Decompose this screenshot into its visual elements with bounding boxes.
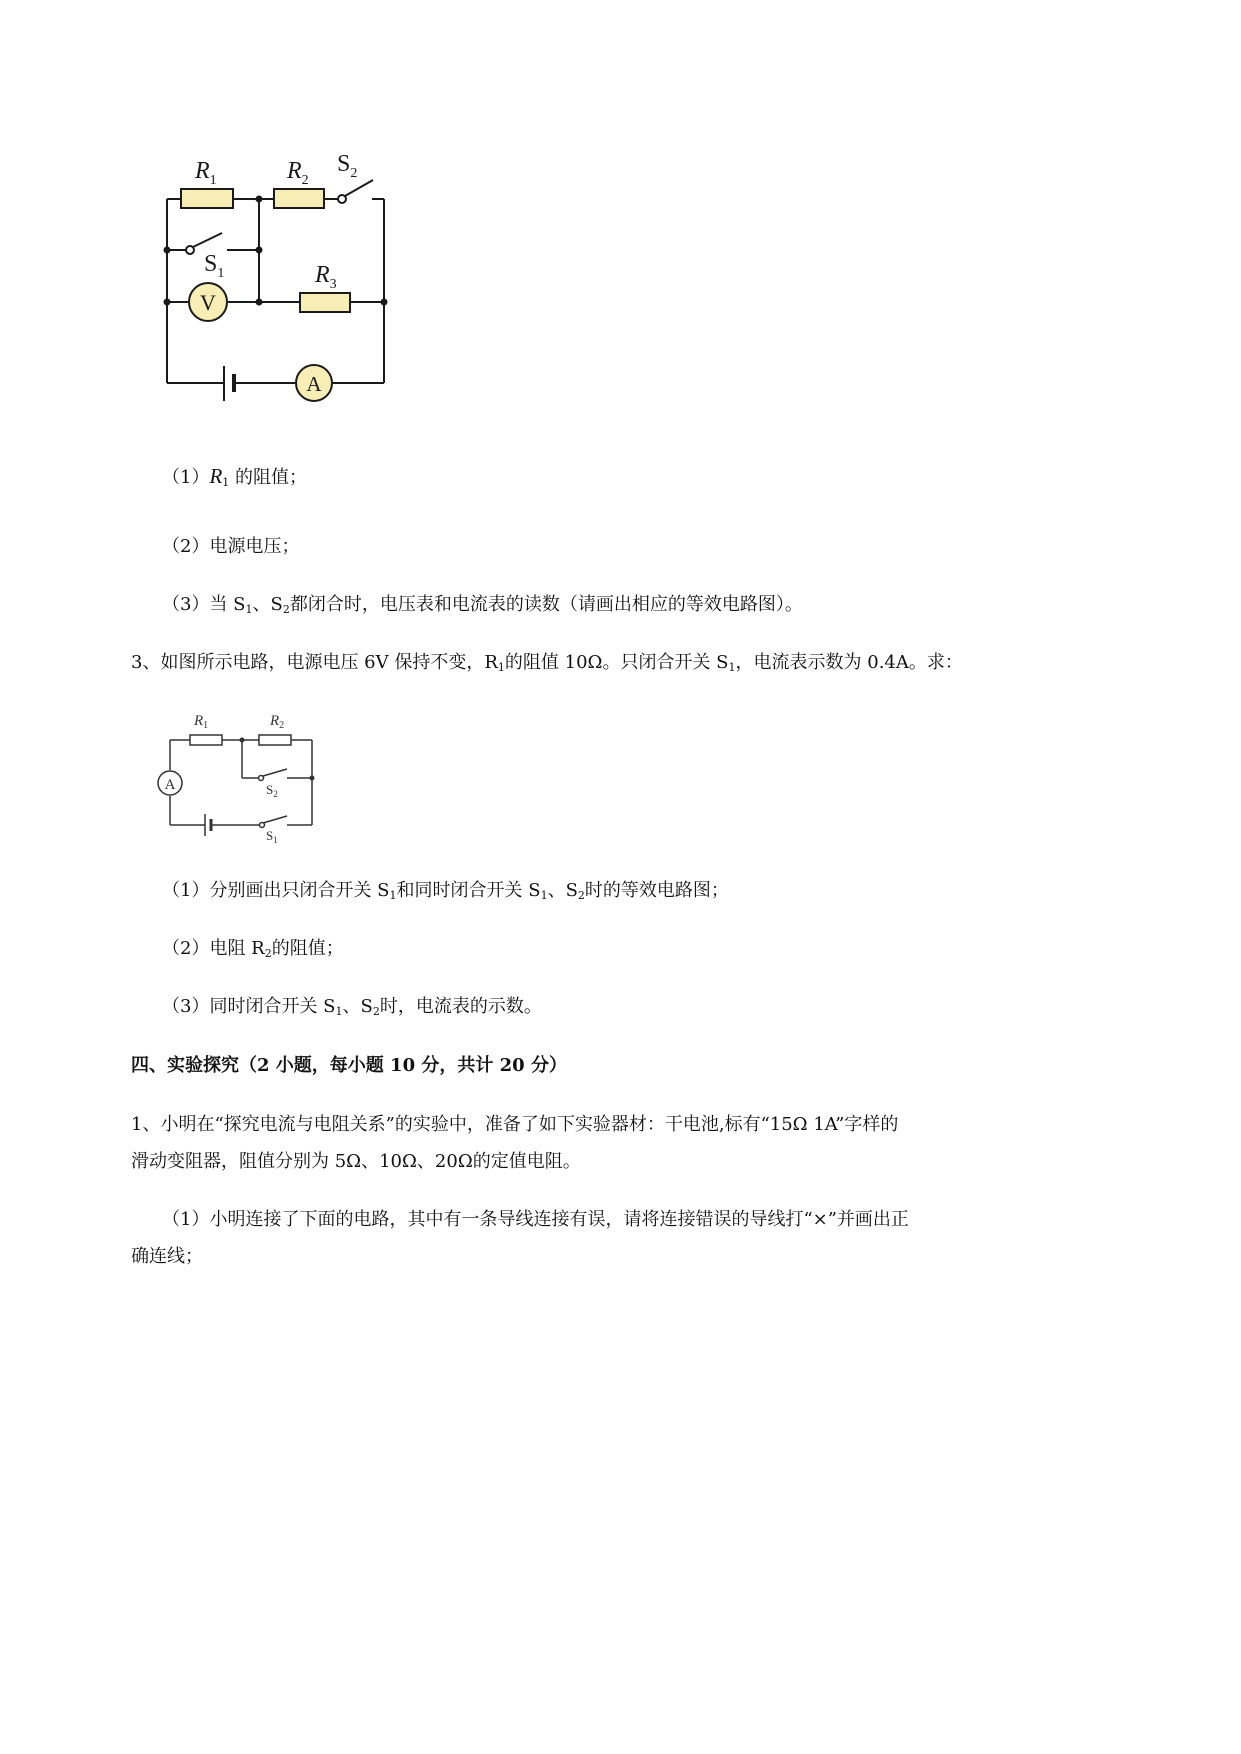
q3-sub2: （2）电阻 $R_2$的阻值； bbox=[162, 938, 344, 960]
q3-r1-resistor bbox=[190, 735, 222, 745]
q3-r1-label: $R_1$ bbox=[194, 713, 209, 731]
q3-s2-label: $S_2$ bbox=[266, 782, 278, 799]
r2-label: $R_2$ bbox=[287, 158, 309, 188]
q2-sub2: （2）电源电压； bbox=[162, 536, 300, 557]
section4-q1-sub1-line2: 确连线； bbox=[131, 1246, 203, 1267]
s1-label: $S_1$ bbox=[204, 251, 225, 281]
q3-s1-label: $S_1$ bbox=[266, 828, 278, 845]
q3-ammeter-label: A bbox=[164, 777, 176, 793]
section4-q1-line1: 1、小明在“探究电流与电阻关系”的实验中，准备了如下实验器材：干电池,标有“15Ω 1A”字样的 bbox=[131, 1114, 899, 1135]
r3-resistor bbox=[300, 293, 350, 312]
voltmeter-label: V bbox=[200, 290, 216, 315]
ammeter-label: A bbox=[306, 372, 322, 396]
circuit-diagram-1 bbox=[150, 150, 410, 410]
r3-label: $R_3$ bbox=[315, 262, 337, 292]
q2-sub3: （3）当 $S_1$、$S_2$都闭合时，电压表和电流表的读数（请画出相应的等效电路图）。 bbox=[162, 594, 803, 616]
q2-sub1: $(1)R_1$ 的阻值； bbox=[162, 464, 308, 489]
q3-sub1: （1）分别画出只闭合开关 $S_1$和同时闭合开关 $S_1$、$S_2$时的等效电路图； bbox=[162, 880, 729, 902]
s2-label: $S_2$ bbox=[337, 151, 358, 181]
q3-stem: 3、如图所示电路，电源电压 6V 保持不变，$R_1$的阻值 10Ω。只闭合开关 $S_1$，电流表示数为 0.4A。求： bbox=[131, 652, 963, 674]
r1-label: $R_1$ bbox=[195, 158, 217, 188]
r2-resistor bbox=[274, 189, 324, 208]
q3-sub3: （3）同时闭合开关 $S_1$、$S_2$时，电流表的示数。 bbox=[162, 996, 542, 1018]
r1-resistor bbox=[181, 189, 233, 208]
q3-r2-resistor bbox=[259, 735, 291, 745]
q3-r2-label: $R_2$ bbox=[270, 713, 285, 731]
section4-q1-sub1-line1: （1）小明连接了下面的电路，其中有一条导线连接有误，请将连接错误的导线打“×”并画出正 bbox=[162, 1209, 909, 1230]
section4-q1-line2: 滑动变阻器，阻值分别为 5Ω、10Ω、20Ω的定值电阻。 bbox=[131, 1151, 581, 1172]
circuit-diagram-2 bbox=[150, 705, 330, 845]
section4-heading: 四、实验探究（2 小题，每小题 10 分，共计 20 分） bbox=[131, 1055, 567, 1076]
